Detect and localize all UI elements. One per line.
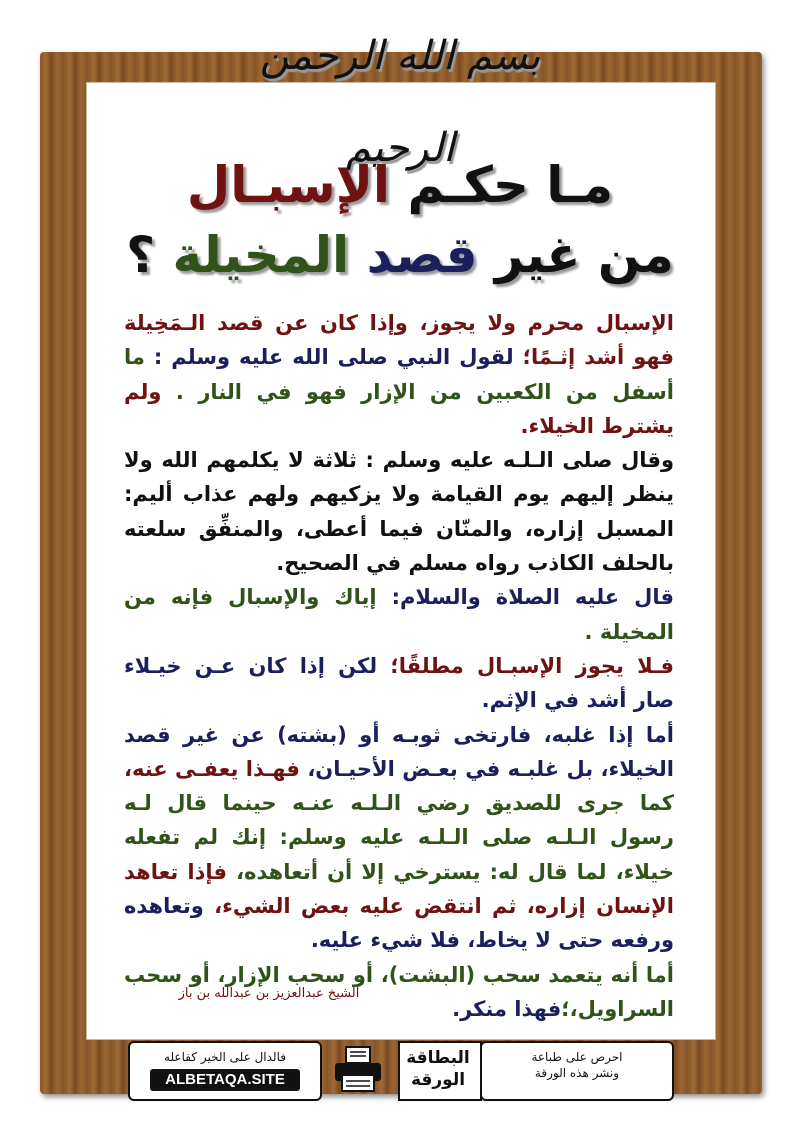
page-title-line2 bbox=[0, 220, 800, 290]
title-highlight: قصد bbox=[349, 226, 478, 284]
logo-line: البطاقة bbox=[406, 1048, 470, 1068]
author-signature: الشيخ عبدالعزيز بن عبدالله بن باز bbox=[178, 986, 360, 1001]
paragraph bbox=[124, 649, 674, 718]
text-run: لكن إذا كان عـن خيـلاء صار أشد في الإثم. bbox=[124, 653, 674, 713]
article-body bbox=[124, 306, 674, 1026]
text-run: قال عليه الصلاة والسلام: bbox=[376, 585, 674, 610]
footer-print-note: احرص على طباعة bbox=[531, 1050, 623, 1064]
text-run: ما أسفل من الكعبين من الإزار فهو في النار . bbox=[124, 345, 674, 404]
text-run: فـلا يجوز الإسبـال مطلقًا؛ bbox=[390, 653, 675, 678]
text-run: إياك والإسبال فإنه من المخيلة . bbox=[124, 585, 674, 644]
printer-icon[interactable] bbox=[332, 1045, 384, 1093]
footer-left-box bbox=[128, 1041, 322, 1101]
text-run: وتعاهده ورفعه حتى لا يخاط، فلا شيء عليه. bbox=[124, 894, 674, 953]
logo-wordmark bbox=[405, 1047, 471, 1091]
title-question-mark: ؟ bbox=[126, 226, 173, 284]
text-run: ولم يشترط الخيلاء. bbox=[124, 379, 674, 438]
text-run: أما أنه يتعمد سحب (البشت)، أو سحب الإزار، أو سحب السراويل،؛ bbox=[124, 962, 674, 1021]
footer-right-box bbox=[480, 1041, 674, 1101]
footer-print-note: ونشر هذه الورقة bbox=[534, 1066, 620, 1080]
paragraph bbox=[124, 580, 674, 649]
title-highlight: المخيلة bbox=[172, 226, 350, 284]
text-run: أما إذا غلبه، فارتخى ثوبـه أو (بشته) عن غير قصد الخيلاء، بل غلبـه في بعـض الأحيـان، bbox=[124, 722, 674, 781]
logo-line: الورقة bbox=[410, 1070, 466, 1090]
text-run: الإسبال محرم ولا يجوز، وإذا كان عن قصد الـمَخِيلة فهو أشد إثـمًا؛ bbox=[124, 311, 674, 370]
paragraph bbox=[124, 306, 674, 443]
page-title-line1 bbox=[0, 150, 800, 220]
title-part: مـا حكـم bbox=[390, 156, 614, 214]
text-run: فإذا تعاهد الإنسان إزاره، ثم انتقض عليه بعض الشيء، bbox=[124, 859, 675, 919]
basmala-calligraphy: بسم الله الرحمن الرحيم bbox=[259, 33, 541, 171]
text-run: لقول النبي صلى الله عليه وسلم : bbox=[144, 345, 523, 370]
text-run: فهـذا يعفـى عنه، bbox=[124, 756, 300, 781]
title-highlight: الإسبـال bbox=[186, 156, 391, 214]
site-logo bbox=[398, 1041, 482, 1101]
title-part: من غير bbox=[477, 226, 674, 284]
text-run: كما جرى للصديق رضي الـلـه عنـه حينما قال لـه رسول الـلـه صلى الـلـه عليه وسلم: إنك لم تفعله خيلاء، لما قال له: يسترخي إلا أن أتعاهده، bbox=[124, 791, 674, 884]
paragraph bbox=[124, 718, 674, 958]
text-run: فهذا منكر. bbox=[452, 996, 562, 1021]
footer-proverb: فالدال على الخير كفاعله bbox=[164, 1050, 286, 1064]
paragraph: وقال صلى الـلـه عليه وسلم : ثلاثة لا يكلمهم الله ولا ينظر إليهم يوم القيامة ولا يزكيهم ولهم عذاب أليم: المسبل إزاره، والمنّان فيما أعطى، والمنفِّق سلعته بالحلف الكاذب رواه مسلم في الصحيح. bbox=[124, 448, 674, 576]
footer-bar bbox=[128, 1041, 674, 1099]
site-link[interactable]: ALBETAQA.SITE bbox=[150, 1069, 300, 1091]
